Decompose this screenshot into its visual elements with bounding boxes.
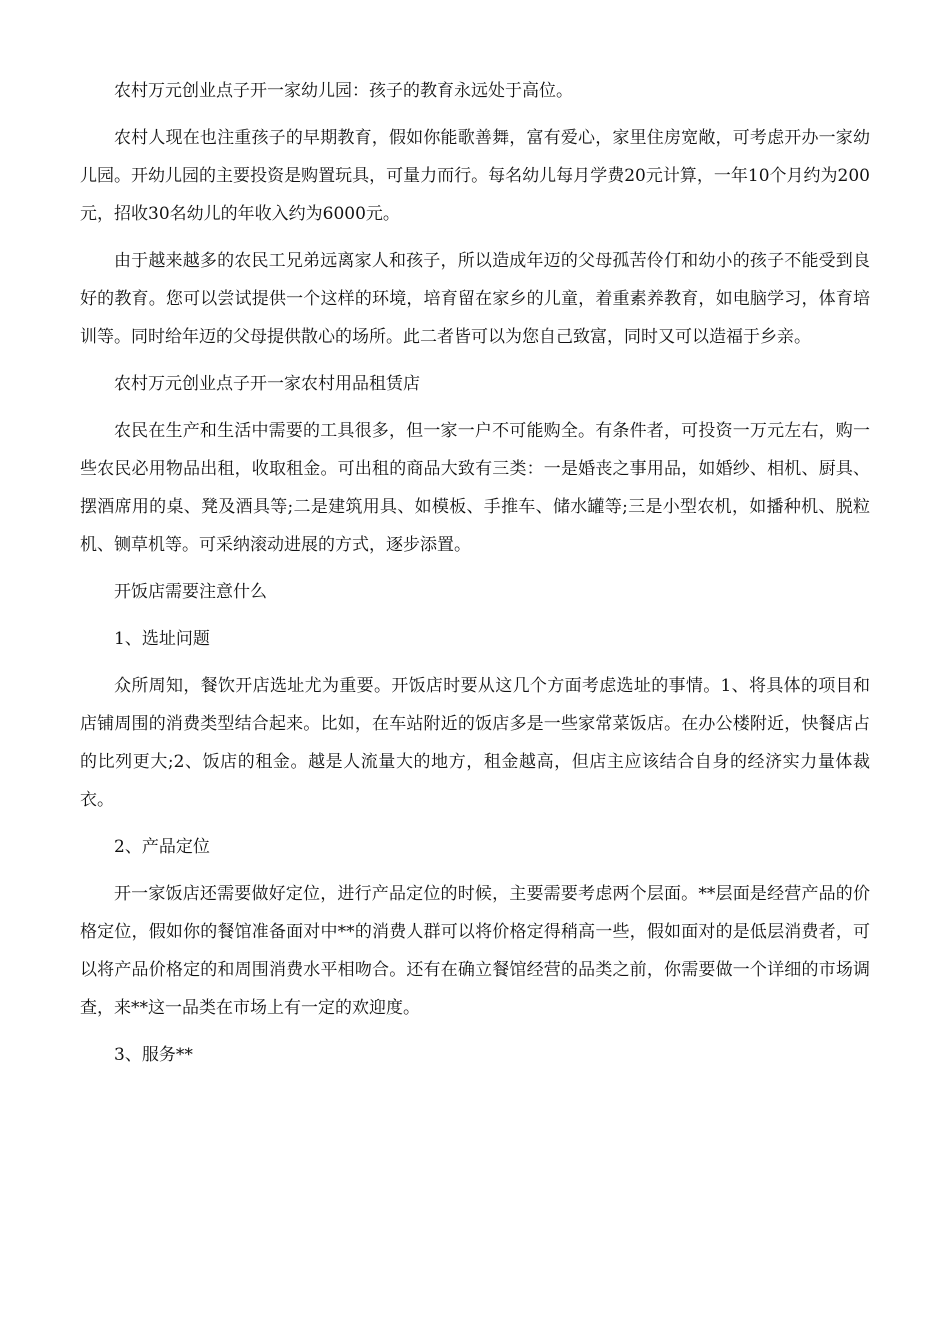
document-page [80, 72, 870, 1083]
paragraph: 农村人现在也注重孩子的早期教育，假如你能歌善舞，富有爱心，家里住房宽敞，可考虑开办一家幼儿园。开幼儿园的主要投资是购置玩具，可量力而行。每名幼儿每月学费20元计算，一年10个月约为200元，招收30名幼儿的年收入约为6000元。 [80, 128, 870, 224]
paragraph: 开一家饭店还需要做好定位，进行产品定位的时候，主要需要考虑两个层面。**层面是经营产品的价格定位，假如你的餐馆准备面对中**的消费人群可以将价格定得稍高一些，假如面对的是低层消费者，可以将产品价格定的和周围消费水平相吻合。还有在确立餐馆经营的品类之前，你需要做一个详细的市场调查，来**这一品类在市场上有一定的欢迎度。 [80, 884, 870, 1018]
paragraph: 众所周知，餐饮开店选址尤为重要。开饭店时要从这几个方面考虑选址的事情。1、将具体的项目和店铺周围的消费类型结合起来。比如，在车站附近的饭店多是一些家常菜饭店。在办公楼附近，快餐店占的比列更大;2、饭店的租金。越是人流量大的地方，租金越高，但店主应该结合自身的经济实力量体裁衣。 [80, 676, 870, 810]
subheading-positioning: 2、产品定位 [114, 837, 210, 857]
section-heading-kindergarten: 农村万元创业点子开一家幼儿园：孩子的教育永远处于高位。 [114, 81, 573, 101]
section-heading-rental-shop: 农村万元创业点子开一家农村用品租赁店 [114, 374, 420, 394]
paragraph: 由于越来越多的农民工兄弟远离家人和孩子，所以造成年迈的父母孤苦伶仃和幼小的孩子不能受到良好的教育。您可以尝试提供一个这样的环境，培育留在家乡的儿童，着重素养教育，如电脑学习，体育培训等。同时给年迈的父母提供散心的场所。此二者皆可以为您自己致富，同时又可以造福于乡亲。 [80, 251, 870, 347]
subheading-location: 1、选址问题 [114, 629, 210, 649]
paragraph: 农民在生产和生活中需要的工具很多，但一家一户不可能购全。有条件者，可投资一万元左右，购一些农民必用物品出租，收取租金。可出租的商品大致有三类：一是婚丧之事用品，如婚纱、相机、厨具、摆酒席用的桌、凳及酒具等;二是建筑用具、如模板、手推车、储水罐等;三是小型农机，如播种机、脱粒机、铡草机等。可采纳滚动进展的方式，逐步添置。 [80, 421, 870, 555]
subheading-service: 3、服务** [114, 1045, 193, 1065]
section-heading-restaurant: 开饭店需要注意什么 [114, 582, 267, 602]
